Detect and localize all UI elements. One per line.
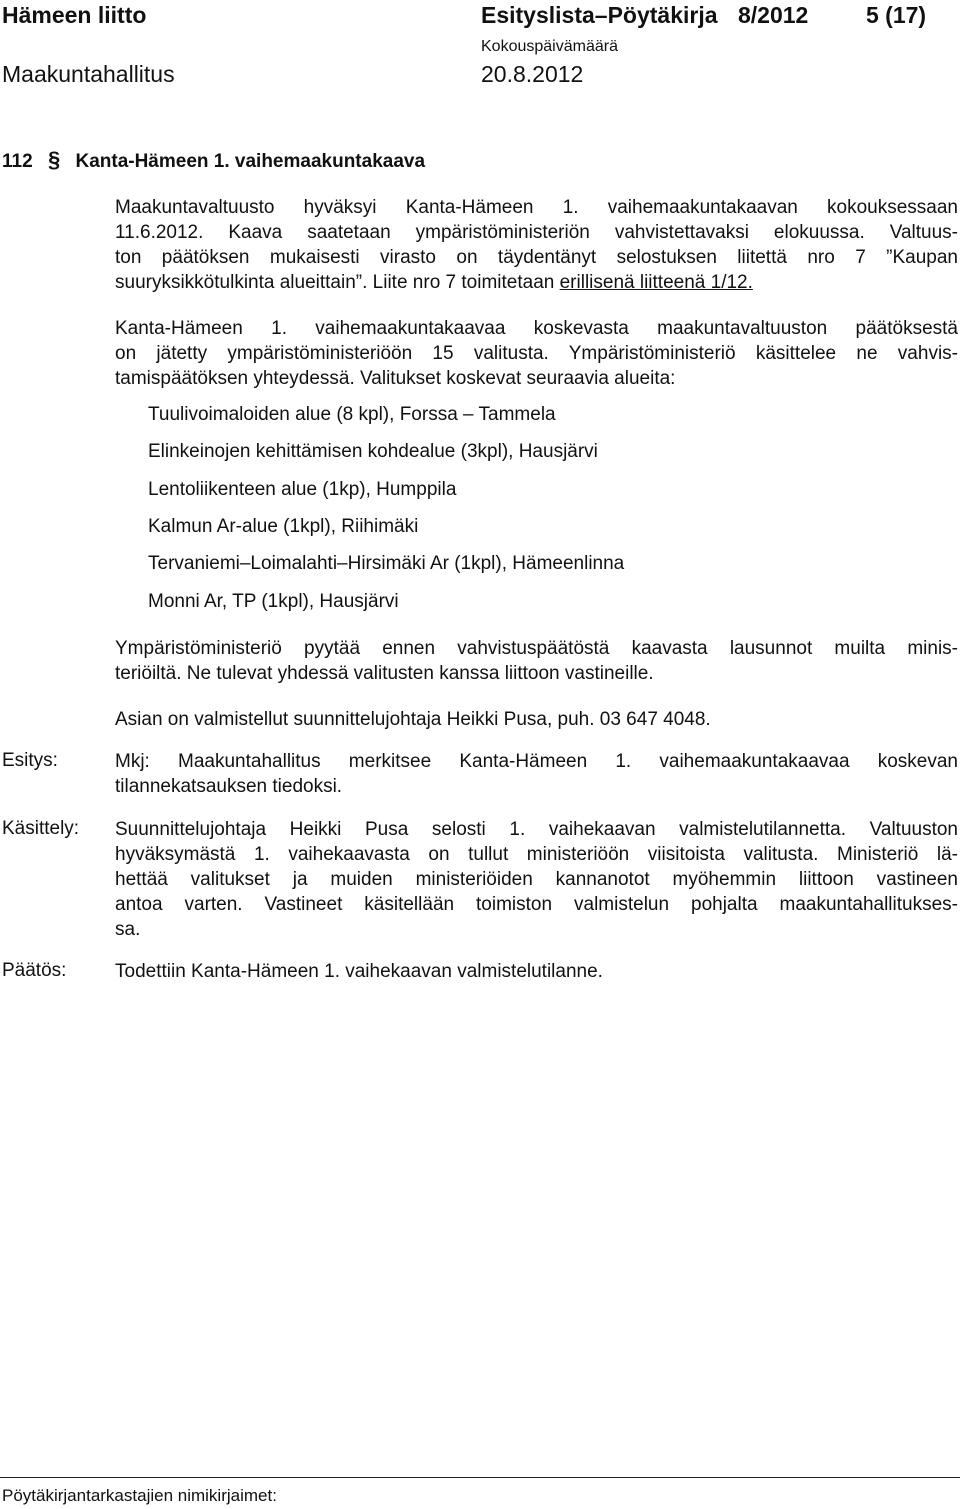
area-item: Tuulivoimaloiden alue (8 kpl), Forssa – Tammela (148, 404, 556, 425)
text-line: tilannekatsauksen tiedoksi. (115, 776, 343, 797)
text-line: Kanta-Hämeen 1. vaihemaakuntakaavaa koskevasta maakuntavaltuuston päätöksestä (115, 318, 958, 339)
section-number: 112 (2, 151, 33, 172)
text-line (115, 270, 958, 295)
text-line: ton päätöksen mukaisesti virasto on täydentänyt selostuksen liitettä nro 7 ”Kaupan (115, 247, 958, 268)
text-line: antoa varten. Vastineet käsitellään toimiston valmistelun pohjalta maakuntahallitukses- (115, 894, 958, 915)
area-item: Elinkeinojen kehittämisen kohdealue (3kpl), Hausjärvi (148, 441, 598, 462)
discussion-label: Käsittely: (2, 818, 80, 839)
meeting-date: 20.8.2012 (481, 61, 584, 87)
text-line: Ympäristöministeriö pyytää ennen vahvistuspäätöstä kaavasta lausunnot muilta minis- (115, 638, 958, 659)
proposal-text (115, 749, 958, 799)
text-line: hettää valitukset ja muiden ministeriöiden kannanotot myöhemmin liittoon vastineen (115, 869, 958, 890)
doc-number: 8/2012 (738, 2, 809, 28)
text-line: on jätetty ympäristöministeriöön 15 valitusta. Ympäristöministeriö käsittelee ne vahvis- (115, 343, 958, 364)
area-item: Tervaniemi–Loimalahti–Hirsimäki Ar (1kpl), Hämeenlinna (148, 553, 625, 574)
text-line: sa. (115, 919, 141, 940)
signatures-label: Pöytäkirjantarkastajien nimikirjaimet: (2, 1486, 277, 1505)
proposal-label: Esitys: (2, 750, 58, 771)
paragraph-appeals (115, 316, 958, 391)
decision-label: Päätös: (2, 960, 67, 981)
preparer-line: Asian on valmistellut suunnittelujohtaja Heikki Pusa, puh. 03 647 4048. (115, 709, 711, 730)
area-item: Lentoliikenteen alue (1kp), Humppila (148, 479, 457, 500)
text-line: Suunnittelujohtaja Heikki Pusa selosti 1. vaihekaavan valmistelutilannetta. Valtuuston (115, 819, 958, 840)
footer-divider (0, 1477, 960, 1478)
attachment-link[interactable]: erillisenä liitteenä 1/12. (559, 272, 753, 293)
text-line: hyväksymästä 1. vaihekaavasta on tullut ministeriöön viisitoista valitusta. Ministeriö lä- (115, 844, 958, 865)
section-sign-icon: § (47, 147, 61, 172)
paragraph-statements (115, 636, 958, 686)
text-line: tamispäätöksen yhteydessä. Valitukset koskevat seuraavia alueita: (115, 368, 676, 389)
decision-text: Todettiin Kanta-Hämeen 1. vaihekaavan valmistelutilanne. (115, 961, 603, 982)
text-segment: suuryksikkötulkinta alueittain”. Liite nro 7 toimitetaan (115, 272, 560, 293)
text-line: 11.6.2012. Kaava saatetaan ympäristöministeriön vahvistettavaksi elokuussa. Valtuus- (115, 222, 958, 243)
page-number: 5 (17) (866, 2, 927, 28)
area-item: Kalmun Ar-alue (1kpl), Riihimäki (148, 516, 419, 537)
meeting-body: Maakuntahallitus (2, 61, 175, 87)
area-item: Monni Ar, TP (1kpl), Hausjärvi (148, 591, 399, 612)
doc-type: Esityslista–Pöytäkirja (481, 2, 718, 28)
org-name: Hämeen liitto (2, 2, 147, 28)
text-line: Mkj: Maakuntahallitus merkitsee Kanta-Hämeen 1. vaihemaakuntakaavaa koskevan (115, 751, 958, 772)
section-title: Kanta-Hämeen 1. vaihemaakuntakaava (75, 151, 426, 172)
section-heading (2, 147, 425, 174)
paragraph-intro (115, 195, 958, 295)
discussion-text (115, 817, 958, 942)
text-line: teriöiltä. Ne tulevat yhdessä valitusten kanssa liittoon vastineille. (115, 663, 654, 684)
text-line: Maakuntavaltuusto hyväksyi Kanta-Hämeen 1. vaihemaakuntakaavan kokouksessaan (115, 197, 958, 218)
date-label: Kokouspäivämäärä (481, 38, 618, 55)
